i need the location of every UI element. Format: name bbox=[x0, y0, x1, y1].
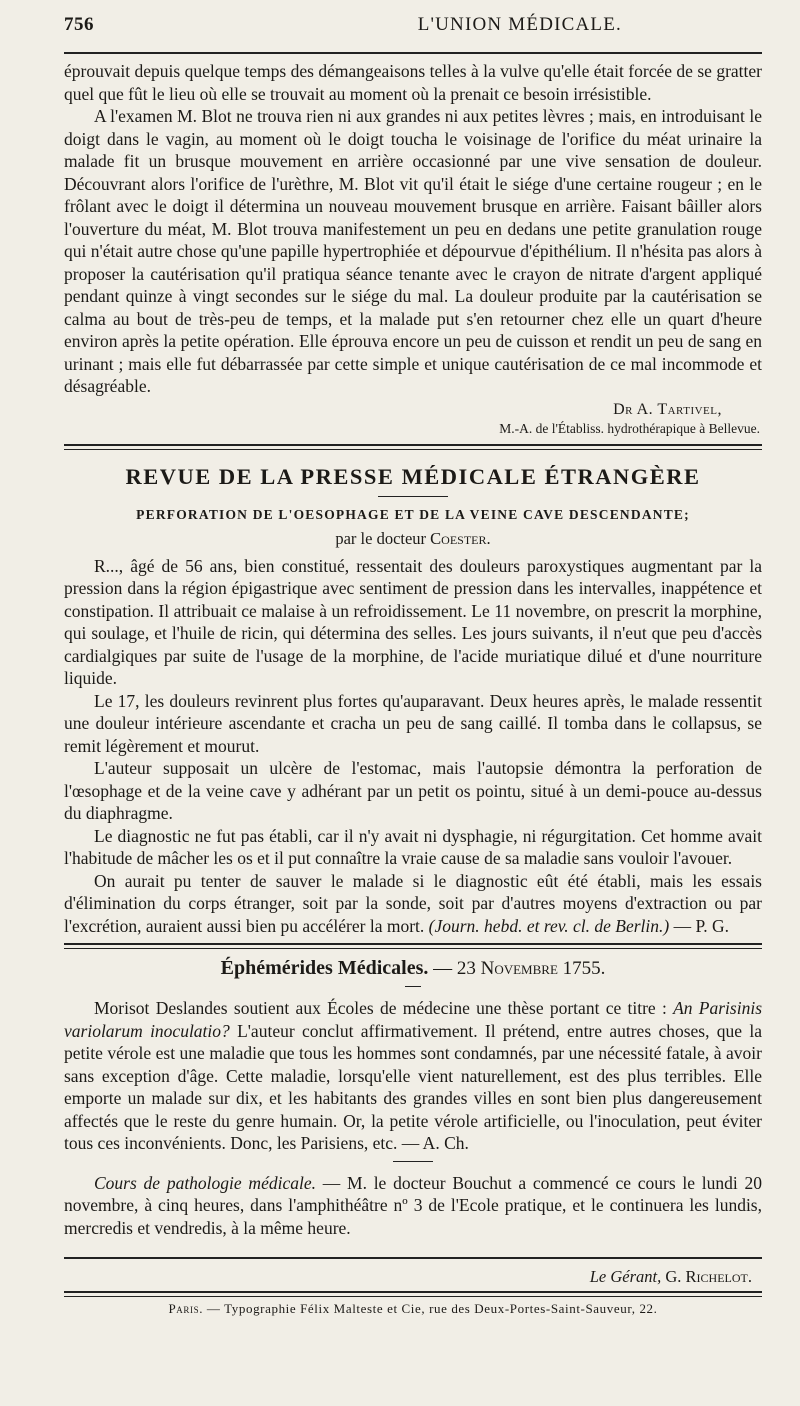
imprint-rule bbox=[64, 1291, 762, 1297]
paragraph: Le 17, les douleurs revinrent plus fortes qu'auparavant. Deux heures après, le malade ressentit une douleur intérieure ascendante et cracha un peu de sang caillé. Il tomba dans le collapsus, se remit légèrement et mourut. bbox=[64, 690, 762, 756]
cours-notice bbox=[64, 1172, 762, 1240]
separator-rule bbox=[393, 1161, 433, 1162]
section-divider bbox=[64, 444, 762, 450]
section-title: REVUE DE LA PRESSE MÉDICALE ÉTRANGÈRE bbox=[125, 463, 701, 489]
citation: (Journ. hebd. et rev. cl. de Berlin.) bbox=[428, 915, 670, 936]
article-title: PERFORATION DE L'OESOPHAGE ET DE LA VEINE CAVE DESCENDANTE; bbox=[136, 506, 690, 522]
page-number: 756 bbox=[64, 14, 94, 35]
gerant-name: G. Richelot. bbox=[665, 1267, 752, 1286]
page-header bbox=[64, 14, 762, 46]
initials: — P. G. bbox=[673, 915, 730, 936]
paragraph: R..., âgé de 56 ans, bien constitué, ressentait des douleurs paroxystiques augmentant par la pression dans la région épigastrique avec sentiment de pression dans les intervalles, inappétence et constipation. Il attribuait ce malaise à un refroidissement. Le 11 novembre, on prescrit la morphine, qui soulage, et l'huile de ricin, qui détermina des selles. Les jours suivants, il n'eut que peu d'accès cardialgiques par suite de l'usage de la morphine, de l'acide muriatique dilué et d'une nourriture liquide. bbox=[64, 555, 762, 688]
author-name: Coester. bbox=[430, 528, 491, 548]
author-affiliation: M.-A. de l'Établiss. hydrothérapique à Bellevue. bbox=[499, 420, 760, 436]
thesis-title: An Parisinis variolarum inoculatio? bbox=[64, 998, 763, 1041]
ephemerides-section bbox=[64, 957, 762, 1155]
paragraph: L'auteur supposait un ulcère de l'estomac, mais l'autopsie démontra la perforation de l'œsophage et de la veine cave y adhérant par un petit os pointu, situé à un demi-pouce au-dessus du diaphragme. bbox=[64, 758, 762, 823]
running-title: L'UNION MÉDICALE. bbox=[417, 14, 622, 35]
paragraph-with-citation: On aurait pu tenter de sauver le malade si le diagnostic eût été établi, mais les essais d'élimination du corps étranger, soit par la sonde, soit par d'autres moyens d'extraction ou par l'excrétion, auraient aussi bien pu accélérer la mort. (Journ. hebd. et rev. cl. de Berlin.) — P. G. bbox=[64, 870, 762, 936]
author-signature: Dr A. Tartivel, bbox=[613, 400, 722, 418]
article-blot-continuation bbox=[64, 60, 762, 438]
byline: par le docteur Coester. bbox=[335, 528, 491, 548]
gerant-line: Le Gérant, G. Richelot. bbox=[589, 1267, 752, 1286]
ephemerides-heading: Éphémérides Médicales. — 23 Novembre 1755. bbox=[220, 957, 606, 979]
paragraph: éprouvait depuis quelque temps des démangeaisons telles à la vulve qu'elle était forcée de se gratter quel que fût le lieu où elle se trouvait au moment où la prenait ce besoin irrésistible. bbox=[64, 61, 762, 104]
notice-title: Cours de pathologie médicale. bbox=[94, 1172, 316, 1193]
section-divider bbox=[64, 943, 762, 949]
title-rule bbox=[378, 496, 448, 497]
printer-imprint: Paris. — Typographie Félix Malteste et Cie, rue des Deux-Portes-Saint-Sauveur, 22. bbox=[168, 1301, 658, 1316]
paragraph: A l'examen M. Blot ne trouva rien ni aux grandes ni aux petites lèvres ; mais, en introduisant le doigt dans le vagin, au moment où le doigt toucha le voisinage de l'orifice du méat urinaire la malade fit un brusque mouvement en arrière occasionné par une vive sensation de douleur. Découvrant alors l'orifice de l'urèthre, M. Blot vit qu'il était le siége d'une certaine rougeur ; en le frôlant avec le doigt il détermina un nouveau mouvement brusque en arrière. Faisant bâiller alors l'ouverture du méat, M. Blot trouva manifestement un peu en dedans une petite granulation rouge qui n'était autre chose qu'une papille hypertrophiée et dépourvue d'épithélium. Il n'hésita pas alors à proposer la cautérisation qu'il pratiqua séance tenante avec le crayon de nitrate d'argent appliqué pendant quinze à vingt secondes sur le siége du mal. La douleur produite par la cautérisation se calma au bout de très-peu de temps, et la malade put s'en retourner chez elle un quart d'heure environ après la petite opération. Elle éprouva encore un peu de cuisson et rendit un peu de sang en urinant ; mais elle fut débarrassée par cette simple et unique cautérisation de ce mal incommode et désagréable. bbox=[64, 106, 762, 396]
paragraph: Cours de pathologie médicale. — M. le docteur Bouchut a commencé ce cours le lundi 20 novembre, à cinq heures, dans l'amphithéâtre nº 3 de l'Ecole pratique, et le continuera les lundis, mercredis et vendredis, à la même heure. bbox=[64, 1172, 763, 1238]
footer-rule bbox=[64, 1257, 762, 1259]
revue-section bbox=[64, 464, 762, 938]
paragraph: Le diagnostic ne fut pas établi, car il n'y avait ni dysphagie, ni régurgitation. Cet homme avait l'habitude de mâcher les os et il put connaître la vraie cause de sa maladie sans vouloir l'avouer. bbox=[64, 825, 762, 868]
header-rule bbox=[64, 52, 762, 54]
heading-rule bbox=[405, 986, 421, 987]
paragraph: Morisot Deslandes soutient aux Écoles de médecine une thèse portant ce titre : An Parisinis variolarum inoculatio? L'auteur conclut affirmativement. Il prétend, entre autres choses, que la petite vérole est une maladie que tous les hommes sont condamnés, par une nécessité fatale, à avoir sans exception d'âge. Cette maladie, lorsqu'elle vient naturellement, est des plus terribles. Elle emporte un malade sur dix, et les habitants des grandes villes en sont bien plus dangereusement affectés que le reste du genre humain. Or, la petite vérole artificielle, ou l'inoculation, peut éviter tous ces inconvénients. Donc, les Parisiens, etc. — A. Ch. bbox=[64, 998, 763, 1153]
